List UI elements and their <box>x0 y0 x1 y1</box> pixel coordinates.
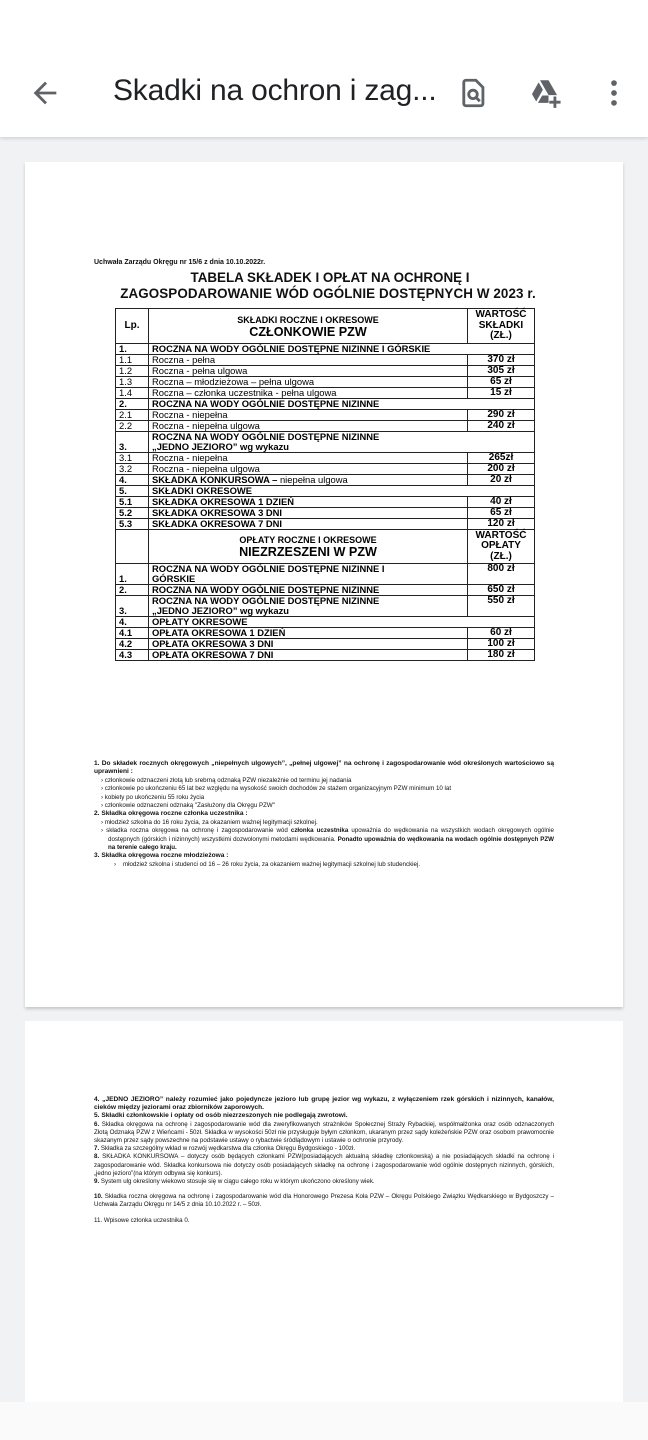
table-row <box>116 639 535 650</box>
row-value: 240 zł <box>468 420 535 431</box>
table-row <box>116 452 535 463</box>
row-value: 65 zł <box>468 507 535 518</box>
row-description: SKŁADKA OKRESOWA 7 DNI <box>149 518 468 529</box>
row-number: 4.3 <box>116 650 149 661</box>
row-value: 370 zł <box>468 354 535 365</box>
table-row <box>116 650 535 661</box>
document-heading-line-2: ZAGOSPODAROWANIE WÓD OGÓLNIE DOSTĘPNYCH W 2023 r. <box>120 286 536 301</box>
note-1-item: › członkowie odznaczeni odznaką "Zasłużony dla Okręgu PZW" <box>101 802 275 810</box>
row-value: 65 zł <box>468 376 535 387</box>
row-value: 265zł <box>468 452 535 463</box>
note-2-title: 2. Składka okręgowa roczne członka uczestnika : <box>94 810 248 818</box>
row-number: 3. <box>116 431 149 452</box>
find-in-document-icon <box>456 76 490 110</box>
row-description: Roczna - niepełna <box>149 452 468 463</box>
lp-header <box>116 529 149 564</box>
section-header-small: OPŁATY ROCZNE I OKRESOWE <box>239 535 377 546</box>
page-2-notes <box>94 1096 554 1225</box>
section-header-title: CZŁONKOWIE PZW <box>249 324 367 339</box>
row-description: SKŁADKA KONKURSOWA – niepełna ulgowa <box>149 474 468 485</box>
table-row <box>116 387 535 398</box>
table-row <box>116 628 535 639</box>
table-row <box>116 585 535 596</box>
note-6: 6. Składka okręgowa na ochronę i zagospodarowanie wód dla zweryfikowanych strażników Społecznej Straży Rybackiej, współmałżonka oraz osób odznaczonych Złotą Odznaką PZW z Wieńcami - 50zł. Składka w wysokości 50zł nie przysługuje byłym członkom, ukaranym przez sądy koleżeńskie PZW oraz osobom prawomocnie skazanym przez sądy powszechne na podstawie ustawy o rybactwie śródlądowym i ustawie o ochronie przyrody. <box>94 1120 554 1145</box>
table-row <box>116 474 535 485</box>
add-to-drive-button[interactable] <box>527 76 561 110</box>
row-section-title: OPŁATY OKRESOWE <box>149 617 535 628</box>
note-1-title: 1. Do składek rocznych okręgowych „niepełnych ulgowych”, „pełnej ulgowej” na ochronę i zagospodarowanie wód określonych wartościowo są uprawnieni : <box>94 760 554 776</box>
table-row <box>116 420 535 431</box>
row-number: 5.1 <box>116 496 149 507</box>
row-value: 800 zł <box>468 564 535 585</box>
row-number: 1.2 <box>116 365 149 376</box>
add-to-drive-icon <box>527 76 563 110</box>
table-row <box>116 596 535 617</box>
row-value: 650 zł <box>468 585 535 596</box>
row-value: 15 zł <box>468 387 535 398</box>
table-row <box>116 409 535 420</box>
row-number: 2. <box>116 398 149 409</box>
back-arrow-icon <box>28 76 62 110</box>
row-number: 4. <box>116 474 149 485</box>
note-10: 10. Składka roczna okręgowa na ochronę i zagospodarowanie wód dla Honorowego Prezesa Koła PZW – Okręgu Polskiego Związku Wędkarskiego w Bydgoszczy – Uchwała Zarządu Okręgu nr 14/5 z dnia 10.10.2022 r. – 50zł. <box>94 1193 554 1209</box>
more-options-button[interactable] <box>597 76 631 110</box>
note-2-item: › składka roczna okręgowa na ochronę i zagospodarowanie wód członka uczestnika upoważnia do wędkowania na wszystkich wodach okręgowych ogólnie dostępnych (górskich i nizinnych) wszystkimi dozwolonymi metodami wędkowania. Ponadto upoważnia do wędkowania na wodach ogólnie dostępnych PZW na terenie całego kraju. <box>101 827 555 852</box>
table-row <box>116 376 535 387</box>
row-number: 2.1 <box>116 409 149 420</box>
note-1-item: › członkowie odznaczeni złotą lub srebrną odznaką PZW niezależnie od terminu jej nadania <box>101 776 352 784</box>
row-section-title: ROCZNA NA WODY OGÓLNIE DOSTĘPNE NIZINNE <box>149 398 535 409</box>
note-9: 9. System ulg określony wiekowo stosuje się w ciągu całego roku w którym ukończono określony wiek. <box>94 1178 375 1186</box>
row-description: SKŁADKA OKRESOWA 3 DNI <box>149 507 468 518</box>
section-header-title: NIEZRZESZENI W PZW <box>239 545 377 560</box>
pdf-page-2[interactable] <box>25 1021 623 1440</box>
note-1-item: › kobiety po ukończeniu 55 roku życia <box>101 793 205 801</box>
table-row <box>116 617 535 628</box>
row-number: 5. <box>116 485 149 496</box>
table-header-row <box>116 309 535 344</box>
document-heading-line-1: TABELA SKŁADEK I OPŁAT NA OCHRONĘ I <box>190 270 470 285</box>
row-description: Roczna - niepełna <box>149 409 468 420</box>
row-value: 40 zł <box>468 496 535 507</box>
find-in-document-button[interactable] <box>456 76 490 110</box>
row-section-title: ROCZNA NA WODY OGÓLNIE DOSTĘPNE NIZINNE „JEDNO JEZIORO” wg wykazu <box>149 431 535 452</box>
note-5: 5. Składki członkowskie i opłaty od osób niezrzeszonych nie podlegają zwrotowi. <box>94 1112 348 1120</box>
row-number: 3. <box>116 596 149 617</box>
row-description: OPŁATA OKRESOWA 1 DZIEŃ <box>149 628 468 639</box>
note-11: 11. Wpisowe członka uczestnika 0. <box>94 1216 190 1224</box>
table-row <box>116 354 535 365</box>
note-4: 4. „JEDNO JEZIORO” należy rozumieć jako pojedyncze jezioro lub grupę jezior wg wykazu, z wyłączeniem rzek górskich i nizinnych, kanałów, cieków między jeziorami oraz zbiorników zaporowych. <box>94 1096 554 1112</box>
row-section-title: SKŁADKI OKRESOWE <box>149 485 535 496</box>
row-value: 305 zł <box>468 365 535 376</box>
note-3-item: › młodzież szkolna i studenci od 16 – 26 roku życia, za okazaniem ważnej legitymacji szkolnej lub studenckiej. <box>114 860 421 868</box>
note-2-item: › młodzież szkolna do 16 roku życia, za okazaniem ważnej legitymacji szkolnej. <box>101 818 318 826</box>
row-number: 1.3 <box>116 376 149 387</box>
row-description: ROCZNA NA WODY OGÓLNIE DOSTĘPNE NIZINNE „JEDNO JEZIORO” wg wykazu <box>149 596 468 617</box>
row-description: OPŁATA OKRESOWA 3 DNI <box>149 639 468 650</box>
row-description: Roczna - niepełna ulgowa <box>149 463 468 474</box>
table-row <box>116 463 535 474</box>
table-row <box>116 564 535 585</box>
note-8: 8. SKŁADKA KONKURSOWA – dotyczy osób będących członkami PZW(posiadających aktualną składkę członkowską) a nie posiadających składki na ochronę i zagospodarowanie wód. Składka konkursowa nie dotyczy osób posiadających składkę na ochronę i zagospodarowanie wód ogólnie dostępnych nizinnych, górskich, „jedno jezioro”(na którym odbywa się konkurs). <box>94 1153 554 1177</box>
bottom-navigation-area <box>0 1402 648 1440</box>
row-description: SKŁADKA OKRESOWA 1 DZIEŃ <box>149 496 468 507</box>
table-header-row <box>116 529 535 564</box>
row-number: 3.1 <box>116 452 149 463</box>
app-bar <box>0 0 648 137</box>
more-options-icon <box>597 76 631 110</box>
row-description: Roczna - pełna <box>149 354 468 365</box>
table-row <box>116 485 535 496</box>
row-number: 4.2 <box>116 639 149 650</box>
row-number: 3.2 <box>116 463 149 474</box>
notes-section <box>94 760 554 869</box>
back-button[interactable] <box>28 76 62 110</box>
lp-header: Lp. <box>116 309 149 344</box>
row-value: 20 zł <box>468 474 535 485</box>
row-number: 1. <box>116 564 149 585</box>
fees-table <box>115 308 535 661</box>
row-value: 60 zł <box>468 628 535 639</box>
value-header: WARTOŚĆ OPŁATY (ZŁ.) <box>468 529 535 564</box>
row-value: 290 zł <box>468 409 535 420</box>
row-number: 1. <box>116 343 149 354</box>
row-number: 1.4 <box>116 387 149 398</box>
value-header: WARTOŚĆ SKŁADKI (ZŁ.) <box>468 309 535 344</box>
document-title: Skadki na ochron i zag... <box>113 74 437 107</box>
row-section-title: ROCZNA NA WODY OGÓLNIE DOSTĘPNE NIZINNE I GÓRSKIE <box>149 343 535 354</box>
section-header-small: SKŁADKI ROCZNE I OKRESOWE <box>237 314 379 325</box>
table-row <box>116 343 535 354</box>
row-description: Roczna - pełna ulgowa <box>149 365 468 376</box>
table-row <box>116 365 535 376</box>
row-value: 550 zł <box>468 596 535 617</box>
row-number: 4. <box>116 617 149 628</box>
table-row <box>116 518 535 529</box>
row-number: 5.3 <box>116 518 149 529</box>
row-value: 100 zł <box>468 639 535 650</box>
section-header <box>149 529 468 564</box>
row-description: Roczna - niepełna ulgowa <box>149 420 468 431</box>
row-number: 5.2 <box>116 507 149 518</box>
section-header <box>149 309 468 344</box>
table-row <box>116 507 535 518</box>
note-1-item: › członkowie po ukończeniu 65 lat bez względu na wysokość swoich dochodów ze stażem organizacyjnym PZW minimum 10 lat <box>101 785 452 793</box>
table-row <box>116 431 535 452</box>
row-value: 200 zł <box>468 463 535 474</box>
note-3-title: 3. Składka okręgowa roczne młodzieżowa : <box>94 852 229 860</box>
row-description: ROCZNA NA WODY OGÓLNIE DOSTĘPNE NIZINNE I GÓRSKIE <box>149 564 468 585</box>
note-7: 7. Składka za szczególny wkład w rozwój wędkarstwa dla członka Okręgu Bydgoskiego - 100zł. <box>94 1145 356 1153</box>
row-description: OPŁATA OKRESOWA 7 DNI <box>149 650 468 661</box>
row-description: Roczna – członka uczestnika - pełna ulgowa <box>149 387 468 398</box>
row-number: 1.1 <box>116 354 149 365</box>
resolution-line: Uchwała Zarządu Okręgu nr 15/6 z dnia 10.10.2022r. <box>94 259 266 266</box>
row-number: 2.2 <box>116 420 149 431</box>
pdf-page-1[interactable] <box>25 162 623 1007</box>
table-row <box>116 398 535 409</box>
row-value: 180 zł <box>468 650 535 661</box>
row-description: Roczna – młodzieżowa – pełna ulgowa <box>149 376 468 387</box>
row-description: ROCZNA NA WODY OGÓLNIE DOSTĘPNE NIZINNE <box>149 585 468 596</box>
row-number: 2. <box>116 585 149 596</box>
table-row <box>116 496 535 507</box>
row-number: 4.1 <box>116 628 149 639</box>
row-value: 120 zł <box>468 518 535 529</box>
